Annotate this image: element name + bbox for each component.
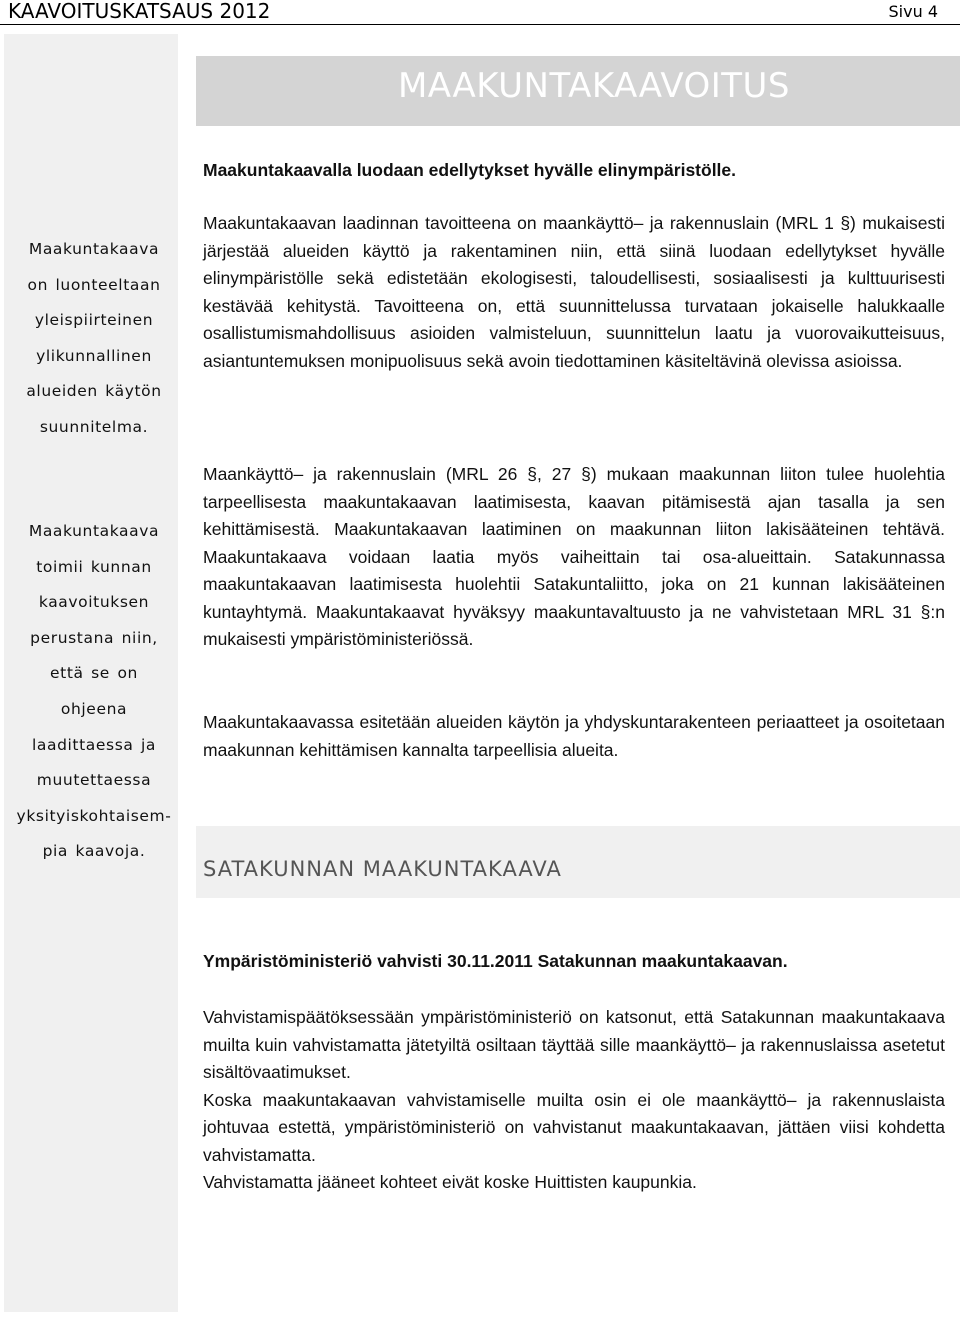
sidebar-note-line: Maakuntakaava [28,522,160,540]
page-header [0,0,960,25]
body-paragraph [203,709,945,764]
paragraph-text: Koska maakuntakaavan vahvistamiselle muilta osin ei ole maankäyttö– ja rakennuslaista johtuvaa estettä, ympäristöministeriö on vahvistanut maakuntakaavan, jättäen viisi kohdetta vahvistamatta. [203,1089,945,1165]
paragraph-text: Maakuntakaavassa esitetään alueiden käytön ja yhdyskuntarakenteen periaatteet ja osoitetaan maakunnan kehittämisen kannalta tarpeellisia alueita. [203,712,945,760]
paragraph-text: Maakuntakaavan laadinnan tavoitteena on maankäyttö– ja rakennuslain (MRL 1 §) mukaisesti järjestää alueiden käyttö ja rakentaminen niin, että siinä luodaan edellytykset hyvälle elinympäristölle sekä edistetään ekologisesti, taloudellisesti, sosiaalisesti ja kulttuurisesti kestävää kehitystä. Tavoitteena on, että suunnittelussa turvataan jokaiselle halukkaalle osallistumismahdollisuus asioiden valmisteluun, suunnittelun laatu ja vuorovaikutteisuus, asiantuntemuksen monipuolisuus sekä avoin tiedottaminen käsiteltävinä olevissa asioissa. [203,213,945,371]
sidebar-note-line: yksityiskohtaisem- [16,806,172,825]
body-paragraph [203,461,945,654]
section-banner [196,56,960,126]
sidebar-note-line: yleispiirteinen [34,311,154,330]
sidebar-note-line: on luonteeltaan [27,275,161,294]
sidebar-note-line: muutettaessa [36,771,152,790]
section-subtitle-2: Ympäristöministeriö vahvisti 30.11.2011 Satakunnan maakuntakaavan. [203,951,788,971]
document-title: KAAVOITUSKATSAUS 2012 [8,0,271,23]
sidebar-note-line: että se on [50,664,138,683]
page-number: Sivu 4 [888,2,938,21]
sidebar-note-2 [4,514,184,870]
section-banner-2 [196,826,960,898]
sidebar-note-line: Maakuntakaava [28,240,160,258]
paragraph-text: Maankäyttö– ja rakennuslain (MRL 26 §, 27 §) mukaan maakunnan liiton tulee huolehtia tarpeellisesta maakuntakaavan laatimisesta, kaavan pitämisestä ajan tasalla ja sen kehittämisestä. Maakuntakaavan laatiminen on maakunnan liiton lakisääteinen tehtävä. Maakuntakaava voidaan laatia myös vaiheittain tai osa-alueittain. Satakunnassa maakuntakaavan laatimisesta huolehtii Satakuntaliitto, joka on 21 kunnan lakisääteinen kuntayhtymä. Maakuntakaavat hyväksyy maakuntavaltuusto ja ne vahvistetaan MRL 31 §:n mukaisesti ympäristöministeriössä. [203,464,945,649]
sidebar-note-line: kaavoituksen [38,593,150,612]
sidebar-note-line: perustana niin, [30,628,158,647]
paragraph-text: Vahvistamatta jääneet kohteet eivät koske Huittisten kaupunkia. [203,1172,697,1192]
paragraph-text: Vahvistamispäätöksessään ympäristöministeriö on katsonut, että Satakunnan maakuntakaava muilta kuin vahvistamatta jätetyiltä osiltaan täyttää sille maankäyttö– ja rakennuslaissa asetetut sisältövaatimukset. [203,1007,945,1082]
sidebar-note-1 [4,232,184,446]
sidebar-note-line: toimii kunnan [36,557,152,576]
sidebar-note-line: ohjeena [60,699,128,718]
section-title: MAAKUNTAKAAVOITUS [397,66,790,106]
body-paragraph [203,210,945,375]
sidebar-note-line: alueiden käytön [26,382,162,401]
body-paragraph-group [203,1004,945,1197]
section-subtitle: Maakuntakaavalla luodaan edellytykset hyvälle elinympäristölle. [203,160,737,180]
sidebar-note-line: ylikunnallinen [36,346,152,365]
sidebar-note-line: laadittaessa ja [31,735,157,754]
section-title-2: SATAKUNNAN MAAKUNTAKAAVA [203,857,562,881]
sidebar-note-line: suunnitelma. [39,417,149,436]
sidebar-note-line: pia kaavoja. [42,842,146,861]
